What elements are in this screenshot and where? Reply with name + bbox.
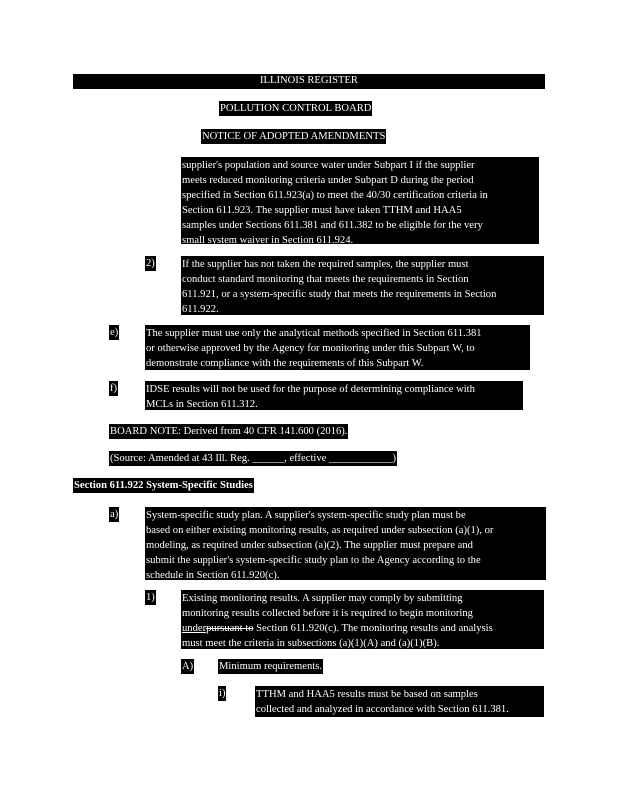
item-i-label: i) xyxy=(219,688,226,699)
item-a-text xyxy=(145,507,546,580)
text-line: MCLs in Section 611.312. xyxy=(146,399,258,410)
text-line: conduct standard monitoring that meets the requirements in Section xyxy=(182,274,469,285)
item-A-text: Minimum requirements. xyxy=(219,661,322,672)
board-note: BOARD NOTE: Derived from 40 CFR 141.600 (2016). xyxy=(110,426,348,437)
item-A-label: A) xyxy=(182,661,194,672)
item-e-text xyxy=(145,325,530,370)
source-note: (Source: Amended at 43 Ill. Reg. ______, effective ____________) xyxy=(110,453,397,464)
item-1-text xyxy=(181,590,544,649)
section-heading: Section 611.922 System-Specific Studies xyxy=(74,480,253,491)
text-line: or otherwise approved by the Agency for monitoring under this Subpart W, to xyxy=(146,343,475,354)
continued-paragraph xyxy=(181,157,539,244)
text-line: schedule in Section 611.920(c). xyxy=(146,570,280,581)
item-f-label: f) xyxy=(110,383,118,394)
text-line: If the supplier has not taken the required samples, the supplier must xyxy=(182,259,469,270)
text-line: based on either existing monitoring results, as required under subsection (a)(1), or xyxy=(146,525,494,536)
text-line: supplier's population and source water under Subpart I if the supplier xyxy=(182,160,475,171)
item-2-text xyxy=(181,256,544,315)
notice-title: NOTICE OF ADOPTED AMENDMENTS xyxy=(202,131,386,142)
text-line: small system waiver in Section 611.924. xyxy=(182,235,354,246)
text-line: meets reduced monitoring criteria under Subpart D during the period xyxy=(182,175,474,186)
text-line: 611.922. xyxy=(182,304,219,315)
text-line: Section 611.923. The supplier must have taken TTHM and HAA5 xyxy=(182,205,462,216)
text-line: submit the supplier's system-specific study plan to the Agency according to the xyxy=(146,555,481,566)
text-line: must meet the criteria in subsections (a)(1)(A) and (a)(1)(B). xyxy=(182,638,440,649)
text-line: TTHM and HAA5 results must be based on samples xyxy=(256,689,478,700)
text-line: 611.921, or a system-specific study that meets the requirements in Section xyxy=(182,289,497,300)
text-line: Existing monitoring results. A supplier may comply by submitting xyxy=(182,593,463,604)
text-line: demonstrate compliance with the requirements of this Subpart W. xyxy=(146,358,424,369)
text-line: System-specific study plan. A supplier's system-specific study plan must be xyxy=(146,510,466,521)
item-i-text xyxy=(255,686,544,717)
register-title: ILLINOIS REGISTER xyxy=(73,74,545,88)
inserted-text: under xyxy=(182,623,207,634)
text-line: IDSE results will not be used for the purpose of determining compliance with xyxy=(146,384,475,395)
text-line: modeling, as required under subsection (a)(2). The supplier must prepare and xyxy=(146,540,473,551)
board-title: POLLUTION CONTROL BOARD xyxy=(220,103,372,114)
text-line: collected and analyzed in accordance with Section 611.381. xyxy=(256,704,509,715)
text-line: specified in Section 611.923(a) to meet the 40/30 certification criteria in xyxy=(182,190,488,201)
item-f-text xyxy=(145,381,523,410)
deleted-text: pursuant to xyxy=(206,623,254,634)
text-line: samples under Sections 611.381 and 611.382 to be eligible for the very xyxy=(182,220,483,231)
text-line: The supplier must use only the analytical methods specified in Section 611.381 xyxy=(146,328,482,339)
item-a-label: a) xyxy=(110,509,119,520)
text-line xyxy=(182,621,544,636)
item-2-label: 2) xyxy=(146,258,155,269)
item-1-label: 1) xyxy=(146,592,155,603)
text-line-rest: Section 611.920(c). The monitoring results and analysis xyxy=(253,623,493,634)
text-line: monitoring results collected before it is required to begin monitoring xyxy=(182,608,473,619)
item-e-label: e) xyxy=(110,327,119,338)
